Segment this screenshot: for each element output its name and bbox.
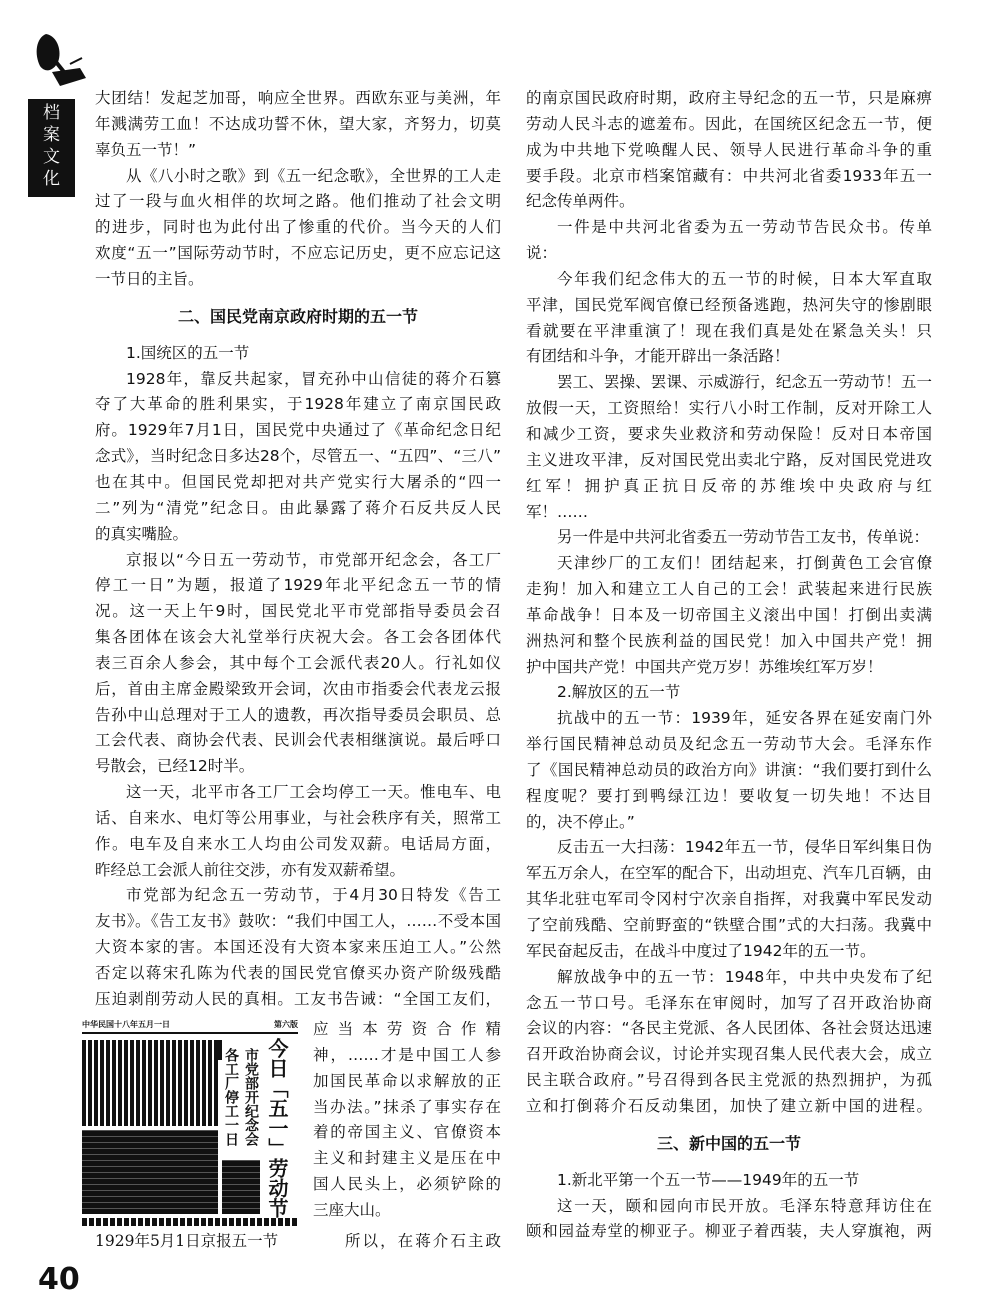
body-text-line: 压迫剥削劳动人民的真相。工友书告诫：“全国工友们，: [95, 989, 501, 1008]
body-text-line: 召开政治协商会议，讨论并实现召集人民代表大会，成立: [526, 1045, 932, 1064]
newspaper-masthead: [82, 1020, 298, 1030]
body-text-line: 从《八小时之歌》到《五一纪念歌》，全世界的工人走: [126, 166, 501, 185]
caption-row: [95, 1228, 501, 1254]
body-text-line: 颐和园益寿堂的柳亚子。柳亚子着西装，夫人穿旗袍，两: [526, 1222, 932, 1241]
body-text-line: 工会代表、商协会代表、民训会代表相继演说。最后呼口: [95, 731, 501, 750]
body-text-line: 也在其中。但国民党却把对共产党实行大屠杀的“四一: [95, 472, 501, 491]
body-text-line: 大资本家的害。本国还没有大资本家来压迫工人。”公然: [95, 938, 501, 957]
body-text-line: 了空前残酷、空前野蛮的“铁壁合围”式的大扫荡。我冀中: [526, 916, 932, 934]
body-text-line: 了《国民精神总动员的政治方向》讲演：“我们要打到什么: [526, 760, 932, 779]
body-text-line: 大团结！发起芝加哥，响应全世界。西欧东亚与美洲，年: [95, 89, 501, 107]
gramophone-logo-icon: [30, 28, 90, 96]
body-text-line: 昨经总工会派人前往交涉，亦有发双薪希望。: [95, 860, 406, 879]
body-text-line: 军！……: [526, 502, 589, 521]
subsection-heading: 1.国统区的五一节: [126, 343, 250, 362]
body-text-line: 一件是中共河北省委为五一劳动节告民众书。传单: [557, 218, 932, 237]
body-text-line: 主义和封建主义是压在中: [313, 1149, 501, 1168]
body-text-line: 军五万余人，在空军的配合下，出动坦克、汽车几百辆，由: [526, 864, 932, 883]
body-text-line: 国人民头上，必须铲除的: [313, 1175, 501, 1194]
body-text-line: 主义进攻平津，反对国民党出卖北宁路，反对国民党进攻: [526, 450, 932, 469]
body-text-line: 三座大山。: [313, 1200, 391, 1219]
body-text-line: 表三百余人参会，其中每个工会派代表20人。行礼如仪: [95, 653, 501, 672]
body-text-line: 号散会，已经12时半。: [95, 757, 255, 776]
body-text-line: 民主联合政府。”号召得到各民主党派的热烈拥护，为孤: [526, 1071, 932, 1090]
body-text-line: 和减少工资，要求失业救济和劳动保险！反对日本帝国: [526, 424, 932, 443]
subsection-heading: 1.新北平第一个五一节——1949年的五一节: [557, 1170, 860, 1189]
body-text-line: 着的帝国主义、官僚资本: [313, 1123, 501, 1142]
body-text-line: 罢工、罢操、罢课、示威游行，纪念五一劳动节！五一: [557, 373, 932, 392]
body-text-line: 作。电车及自来水工人均由公司发双薪。电话局方面，: [95, 834, 501, 853]
body-text-line: 过了一段与血火相伴的坎坷之路。他们推动了社会文明: [95, 192, 501, 211]
body-text-line: 京报以“今日五一劳动节，市党部开纪念会，各工厂: [126, 550, 501, 569]
body-text-line: 这一天，北平市各工厂工会均停工一天。惟电车、电: [126, 783, 501, 802]
newspaper-page-tag: 第六版: [274, 1020, 298, 1029]
body-text-line: 革命战争！日本及一切帝国主义滚出中国！打倒出卖满: [526, 605, 932, 624]
body-text-line: 纪念传单两件。: [526, 192, 635, 211]
newspaper-footer-print: [82, 1218, 298, 1226]
newspaper-print-block: [82, 1040, 218, 1126]
body-text-line: 念五一节口号。毛泽东在审阅时，加写了召开政治协商: [526, 993, 932, 1012]
body-text-line: 这一天，颐和园向市民开放。毛泽东特意拜访住在: [557, 1196, 932, 1215]
newspaper-print-block: [222, 1160, 260, 1214]
right-column: [526, 86, 932, 1245]
section-heading: 三、新中国的五一节: [656, 1133, 801, 1153]
body-text-line: 举行国民精神总动员及纪念五一劳动节大会。毛泽东作: [526, 735, 932, 754]
section-label-char: 文: [43, 147, 60, 167]
newspaper-date: 中华民国十八年五月一日: [82, 1020, 170, 1029]
body-text-line: 念式》，当时纪念日多达28个，尽管五一、“五四”、“三八”: [95, 447, 501, 466]
body-text-line: 一节日的主旨。: [95, 269, 204, 288]
body-text-line: 走狗！加入和建立工人自己的工会！武装起来进行民族: [526, 580, 932, 599]
body-text-line: 成为中共地下党唤醒人民、领导人民进行革命斗争的重: [526, 140, 932, 159]
body-text-line: 立和打倒蒋介石反动集团，加快了建立新中国的进程。: [526, 1096, 932, 1115]
body-text-line: 1928年，靠反共起家，冒充孙中山信徒的蒋介石篡: [126, 369, 501, 388]
body-text-line: 另一件是中共河北省委五一劳动节告工友书，传单说：: [557, 528, 930, 547]
body-text-line: 欢度“五一”国际劳动节时，不应忘记历史，更不应忘记这: [95, 244, 501, 263]
body-text-line: 反击五一大扫荡：1942年五一节，侵华日军纠集日伪: [557, 838, 932, 857]
body-text-line: 府。1929年7月1日，国民党中央通过了《革命纪念日纪: [95, 421, 501, 440]
body-text-line: 当办法。”抹杀了事实存在: [313, 1097, 501, 1116]
wrap-text-column: [313, 1017, 501, 1224]
body-text-line: 军民奋起反击，在战斗中度过了1942年的五一节。: [526, 941, 876, 960]
body-text-line: 话、自来水、电灯等公用事业，与社会秩序有关，照常工: [95, 808, 501, 827]
body-text-line: 劳动人民斗志的遮羞布。因此，在国统区纪念五一节，便: [526, 114, 932, 133]
newspaper-headline: 今日「五一」劳动节: [265, 1038, 289, 1218]
body-text-line: 神，……才是中国工人参: [313, 1045, 501, 1064]
body-text-line: 市党部为纪念五一劳动节，于4月30日特发《告工: [126, 886, 501, 905]
body-text-line: 的真实嘴脸。: [95, 524, 189, 543]
figure-caption: 1929年5月1日京报五一节: [95, 1232, 279, 1250]
body-text-line: 今年我们纪念伟大的五一节的时候，日本大军直取: [557, 269, 932, 288]
body-text-line: 其华北驻屯军司令冈村宁次亲自指挥，对我冀中军民发动: [526, 890, 932, 909]
body-text-line: 夺了大革命的胜利果实，于1928年建立了南京国民政: [95, 395, 501, 414]
body-text-line: 的进步，同时也为此付出了惨重的代价。当今天的人们: [95, 218, 501, 237]
body-text-line: 停工一日”为题，报道了1929年北平纪念五一节的情: [95, 576, 501, 595]
body-text-line: 应当本劳资合作精: [313, 1020, 501, 1038]
newspaper-subhead: 市党部开纪念会: [243, 1048, 259, 1146]
body-text-line: 护中国共产党！中国共产党万岁！苏维埃红军万岁！: [526, 657, 883, 676]
newspaper-clipping-image: [82, 1020, 298, 1224]
body-text-line: 友书》。《告工友书》鼓吹：“我们中国工人，……不受本国: [95, 912, 501, 931]
body-text-line: 会议的内容：“各民主党派、各人民团体、各社会贤达迅速: [526, 1019, 932, 1038]
body-text-line: 天津纱厂的工友们！团结起来，打倒黄色工会官僚: [557, 554, 932, 573]
body-text-line: 洲热河和整个民族利益的国民党！加入中国共产党！拥: [526, 631, 932, 650]
body-text-line: 解放战争中的五一节：1948年，中共中央发布了纪: [557, 967, 932, 986]
body-text-line: 的，决不停止。”: [526, 812, 635, 831]
section-label-char: 档: [43, 103, 60, 123]
body-text-line: 所以，在蒋介石主政: [345, 1232, 501, 1250]
section-label-char: 化: [43, 169, 60, 189]
body-text-line: 二”列为“清党”纪念日。由此暴露了蒋介石反共反人民: [95, 498, 501, 517]
section-heading: 二、国民党南京政府时期的五一节: [177, 306, 418, 326]
left-column: [95, 86, 501, 1013]
body-text-line: 有团结和斗争，才能开辟出一条活路！: [526, 347, 790, 366]
body-text-line: 看就要在平津重演了！现在我们真是处在紧急关头！只: [526, 321, 932, 340]
body-text-line: 加国民革命以求解放的正: [313, 1071, 501, 1090]
body-text-line: 抗战中的五一节：1939年，延安各界在延安南门外: [557, 709, 932, 728]
body-text-line: 后，首由主席金殿梁致开会词，次由市指委会代表龙云报: [95, 679, 501, 698]
body-text-line: 否定以蒋宋孔陈为代表的国民党官僚买办资产阶级残酷: [95, 964, 501, 982]
body-text-line: 告孙中山总理对于工人的遗教，再次指导委员会职员、总: [95, 705, 501, 724]
subsection-heading: 2.解放区的五一节: [557, 683, 681, 702]
body-text-line: 放假一天，工资照给！实行八小时工作制，反对开除工人: [526, 399, 932, 418]
body-text-line: 年溅满劳工血！不达成功誓不休，望大家，齐努力，切莫: [95, 114, 501, 133]
body-text-line: 红军！拥护真正抗日反帝的苏维埃中央政府与红: [526, 476, 932, 495]
body-text-line: 集各团体在该会大礼堂举行庆祝大会。各工会各团体代: [95, 628, 501, 647]
body-text-line: 的南京国民政府时期，政府主导纪念的五一节，只是麻痹: [526, 89, 932, 107]
newspaper-subhead: 各工厂停工一日: [223, 1048, 239, 1146]
body-text-line: 辜负五一节！”: [95, 140, 197, 159]
body-text-line: 程度呢？要打到鸭绿江边！要收复一切失地！不达目: [526, 786, 932, 805]
page-number: 40: [38, 1262, 80, 1297]
section-label-archive-culture: [28, 99, 75, 197]
body-text-line: 要手段。北京市档案馆藏有：中共河北省委1933年五一: [526, 166, 932, 185]
section-label-char: 案: [43, 125, 60, 145]
body-text-line: 说：: [526, 244, 558, 263]
body-text-line: 平津，国民党军阀官僚已经预备逃跑，热河失守的惨剧眼: [526, 295, 932, 314]
body-text-line: 况。这一天上午9时，国民党北平市党部指导委员会召: [95, 602, 501, 621]
newspaper-print-block: [82, 1130, 218, 1214]
